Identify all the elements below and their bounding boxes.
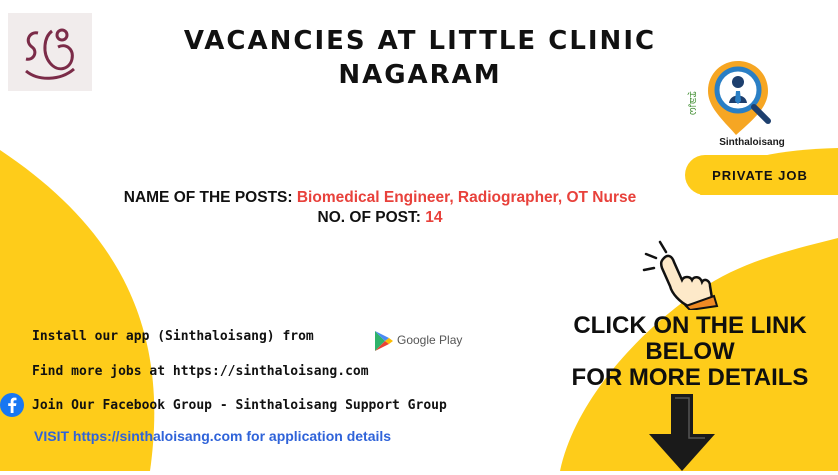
svg-text:ꯁꯤꯟꯊꯥ: ꯁꯤꯟꯊꯥ bbox=[689, 91, 699, 115]
posts-section bbox=[115, 188, 645, 228]
clinic-logo-icon bbox=[8, 13, 92, 91]
posts-count-label: NO. OF POST: bbox=[317, 209, 421, 226]
brand-name: Sinthaloisang bbox=[719, 137, 785, 148]
private-job-badge: PRIVATE JOB bbox=[712, 168, 808, 183]
more-jobs-text: Find more jobs at https://sinthaloisang.com bbox=[32, 364, 369, 379]
page-title: VACANCIES AT LITTLE CLINIC NAGARAM bbox=[183, 26, 657, 90]
posts-name-value: Biomedical Engineer, Radiographer, OT Nurse bbox=[296, 189, 637, 206]
facebook-group-text: Join Our Facebook Group - Sinthaloisang Support Group bbox=[32, 398, 447, 413]
pointing-hand-icon bbox=[640, 236, 720, 310]
cta-line-2: BELOW bbox=[645, 338, 735, 365]
google-play-label[interactable]: Google Play bbox=[397, 333, 463, 347]
posts-count-value: 14 bbox=[425, 209, 443, 226]
down-arrow-icon bbox=[645, 394, 719, 471]
cta-text bbox=[545, 313, 835, 391]
posts-name-label: NAME OF THE POSTS: bbox=[123, 189, 293, 206]
cta-line-3: FOR MORE DETAILS bbox=[571, 364, 809, 391]
cta-line-1: CLICK ON THE LINK bbox=[573, 312, 807, 339]
install-app-text: Install our app (Sinthaloisang) from bbox=[32, 329, 314, 344]
facebook-icon bbox=[0, 393, 24, 417]
google-play-icon bbox=[372, 329, 394, 353]
visit-link[interactable]: VISIT https://sinthaloisang.com for application details bbox=[34, 428, 392, 444]
